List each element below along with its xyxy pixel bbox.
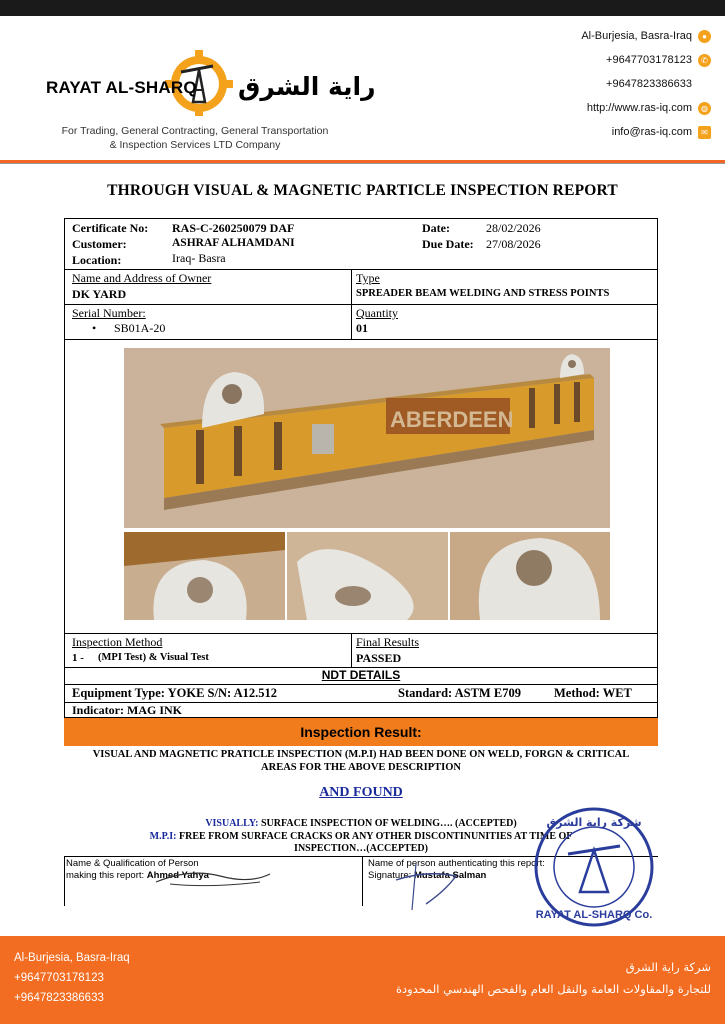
quantity-value: 01 bbox=[356, 321, 368, 335]
globe-icon: ◍ bbox=[698, 102, 711, 115]
certificate-label: Certificate No: bbox=[72, 221, 149, 235]
method-number: 1 - bbox=[72, 652, 84, 664]
authenticator-label-1: Name of person authenticating this report: bbox=[368, 858, 545, 869]
mpi-text-2: INSPECTION…(ACCEPTED) bbox=[294, 843, 428, 854]
sig-divider bbox=[362, 856, 363, 906]
serial-label: Serial Number: bbox=[72, 306, 146, 320]
authenticator-label-2: Signature: bbox=[368, 870, 412, 881]
ndt-details-heading: NDT DETAILS bbox=[321, 668, 401, 682]
email-link[interactable]: info@ras-iq.com bbox=[611, 126, 692, 138]
location-value: Iraq- Basra bbox=[172, 251, 226, 265]
lifting-lug-photo-3 bbox=[450, 532, 610, 620]
row-divider bbox=[64, 339, 658, 340]
contact-address-text: Al-Burjesia, Basra-Iraq bbox=[581, 30, 692, 42]
location-pin-icon: ● bbox=[698, 30, 711, 43]
date-label: Date: bbox=[422, 221, 450, 235]
website-link[interactable]: http://www.ras-iq.com bbox=[586, 102, 692, 114]
quantity-label: Quantity bbox=[356, 306, 398, 320]
company-stamp-icon bbox=[530, 806, 658, 928]
row-divider bbox=[64, 304, 658, 305]
indicator: Indicator: MAG INK bbox=[72, 703, 182, 717]
report-title: THROUGH VISUAL & MAGNETIC PARTICLE INSPECTION REPORT bbox=[107, 182, 618, 199]
final-results-value: PASSED bbox=[356, 651, 402, 665]
company-name-en: RAYAT AL-SHARQ bbox=[46, 78, 197, 97]
footer bbox=[0, 936, 725, 1024]
mpi-text: FREE FROM SURFACE CRACKS OR ANY OTHER DISCONTINUNITIES AT TIME OF bbox=[178, 831, 573, 842]
contact-phone-1 bbox=[581, 48, 711, 72]
date-value: 28/02/2026 bbox=[486, 221, 541, 235]
company-name-ar: راية الشرق bbox=[238, 72, 376, 101]
lifting-lug-photo-2 bbox=[287, 532, 448, 620]
customer-value: ASHRAF ALHAMDANI bbox=[172, 237, 295, 249]
photo-stencil-text: ABERDEEN bbox=[390, 407, 514, 432]
lifting-lug-photo-1 bbox=[124, 532, 285, 620]
final-results-label: Final Results bbox=[356, 635, 420, 649]
footer-phone-1: +9647703178123 bbox=[14, 972, 104, 984]
serial-bullet: • bbox=[92, 321, 97, 335]
footer-ar-line-2: للتجارة والمقاولات العامة والنقل العام والفحص الهندسي المحدودة bbox=[395, 982, 711, 996]
contact-phone-2-text: +9647823386633 bbox=[606, 78, 692, 90]
col-divider bbox=[351, 269, 352, 339]
sig-left-border bbox=[64, 856, 65, 906]
result-description bbox=[64, 748, 658, 774]
location-label: Location: bbox=[72, 253, 122, 267]
and-found-heading: AND FOUND bbox=[319, 785, 403, 800]
contact-email[interactable] bbox=[581, 120, 711, 144]
mail-icon: ✉ bbox=[698, 126, 711, 139]
owner-value: DK YARD bbox=[72, 287, 127, 301]
visually-prefix: VISUALLY: bbox=[205, 818, 259, 829]
lifting-lug-illustration-2 bbox=[287, 532, 448, 620]
method-value: (MPI Test) & Visual Test bbox=[98, 652, 209, 663]
lifting-lug-illustration-3 bbox=[450, 532, 610, 620]
due-date-label: Due Date: bbox=[422, 237, 474, 251]
customer-label: Customer: bbox=[72, 237, 127, 251]
inspection-result-header: Inspection Result: bbox=[64, 718, 658, 746]
certificate-value: RAS-C-260250079 DAF bbox=[172, 221, 295, 235]
contact-phone-2 bbox=[581, 72, 711, 96]
result-text-line-2: AREAS FOR THE ABOVE DESCRIPTION bbox=[261, 762, 461, 773]
preparer-label-1: Name & Qualification of Person bbox=[66, 858, 199, 869]
contact-list bbox=[581, 24, 711, 144]
authenticator-signature-icon bbox=[386, 860, 496, 916]
top-dark-bar bbox=[0, 0, 725, 16]
method-wet: Method: WET bbox=[554, 686, 632, 700]
header-divider bbox=[0, 163, 725, 164]
footer-address: Al-Burjesia, Basra-Iraq bbox=[14, 952, 130, 964]
stamp-top-text: شركة راية الشرق bbox=[546, 816, 642, 829]
tagline-line-1: For Trading, General Contracting, General Transportation bbox=[61, 125, 329, 137]
phone-icon: ✆ bbox=[698, 54, 711, 67]
contact-phone-1-text: +9647703178123 bbox=[606, 54, 692, 66]
serial-value: SB01A-20 bbox=[114, 321, 166, 335]
tagline-line-2: & Inspection Services LTD Company bbox=[109, 139, 281, 151]
lifting-lug-illustration-1 bbox=[124, 532, 285, 620]
company-tagline bbox=[40, 124, 350, 152]
type-label: Type bbox=[356, 271, 380, 285]
footer-phone-2: +9647823386633 bbox=[14, 992, 104, 1004]
method-label: Inspection Method bbox=[72, 635, 163, 649]
row-divider bbox=[64, 684, 658, 685]
preparer-signature-icon bbox=[150, 862, 280, 892]
result-text-line-1: VISUAL AND MAGNETIC PRATICLE INSPECTION (M.P.I) HAD BEEN DONE ON WELD, FORGN & CRITICAL bbox=[92, 749, 630, 760]
footer-arabic bbox=[396, 956, 711, 1000]
spreader-beam-photo bbox=[124, 348, 610, 528]
preparer-name: Ahmed Yahya bbox=[146, 870, 209, 881]
spreader-beam-illustration bbox=[124, 348, 610, 528]
col-divider bbox=[351, 633, 352, 667]
equipment-type: Equipment Type: YOKE S/N: A12.512 bbox=[72, 686, 278, 700]
footer-contacts bbox=[14, 948, 130, 1008]
contact-address bbox=[581, 24, 711, 48]
owner-label: Name and Address of Owner bbox=[72, 271, 212, 285]
mpi-prefix: M.P.I: bbox=[149, 831, 177, 842]
visually-text: SURFACE INSPECTION OF WELDING…. (ACCEPTED) bbox=[261, 818, 517, 829]
footer-ar-line-1: شركة راية الشرق bbox=[625, 960, 711, 974]
row-divider bbox=[64, 633, 658, 634]
authenticator-name: Mustafa Salman bbox=[413, 870, 487, 881]
preparer-label-2: making this report: bbox=[66, 870, 145, 881]
due-date-value: 27/08/2026 bbox=[486, 237, 541, 251]
type-value: SPREADER BEAM WELDING AND STRESS POINTS bbox=[356, 288, 610, 299]
contact-website[interactable] bbox=[581, 96, 711, 120]
letterhead bbox=[0, 16, 725, 164]
standard: Standard: ASTM E709 bbox=[398, 686, 521, 700]
row-divider bbox=[64, 269, 658, 270]
stamp-bottom-text: RAYAT AL-SHARQ Co. bbox=[535, 909, 653, 921]
